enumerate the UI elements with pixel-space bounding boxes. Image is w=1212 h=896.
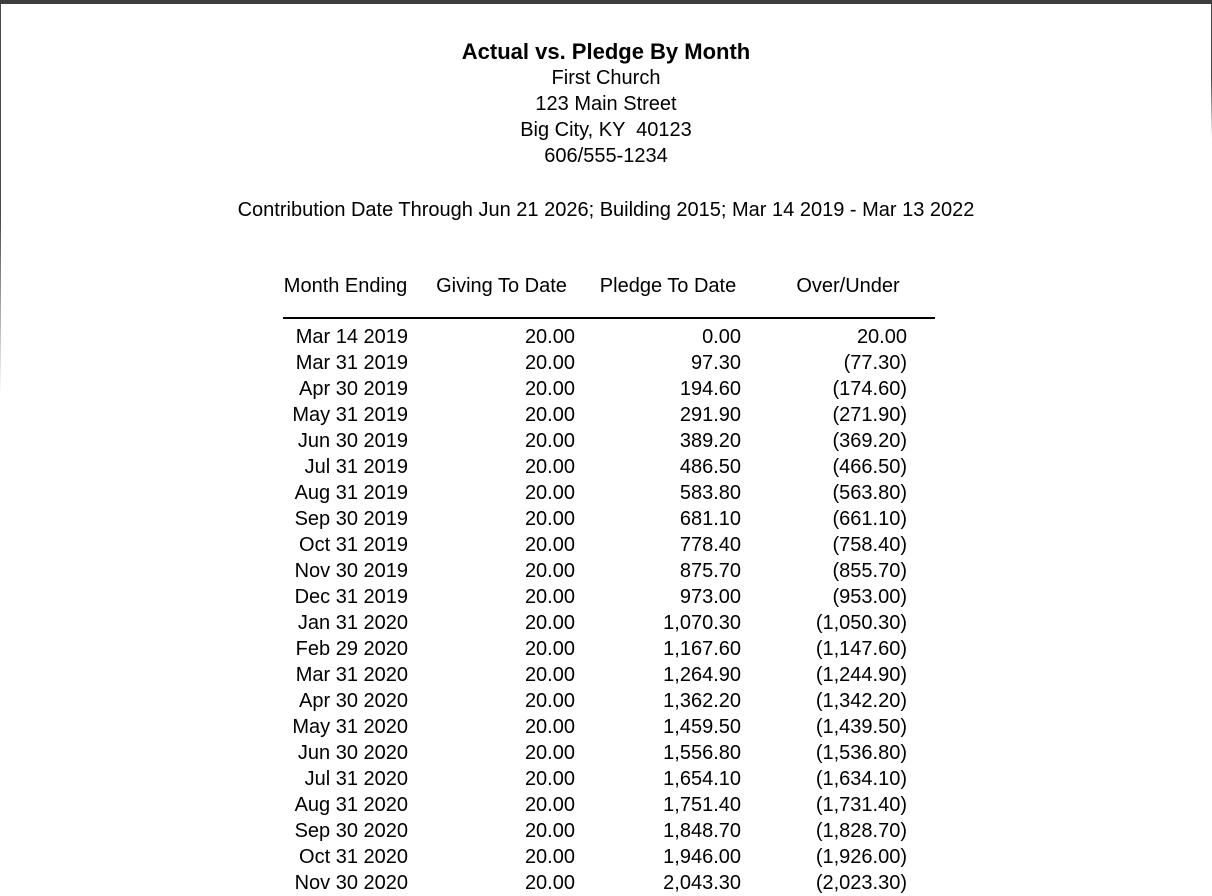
report-criteria: Contribution Date Through Jun 21 2026; Building 2015; Mar 14 2019 - Mar 13 2022 <box>237 199 975 221</box>
giving-to-date-cell: 20.00 <box>524 768 575 790</box>
month-ending-cell: Jun 30 2019 <box>297 430 408 452</box>
pledge-to-date-cell: 486.50 <box>679 456 741 478</box>
table-row <box>283 714 935 740</box>
table-header-row <box>283 273 935 318</box>
month-ending-cell: Sep 30 2019 <box>294 508 408 530</box>
table-row <box>283 376 935 402</box>
table-row <box>283 740 935 766</box>
over-under-cell: (855.70) <box>832 560 907 582</box>
giving-to-date-cell: 20.00 <box>524 534 575 556</box>
giving-to-date-cell: 20.00 <box>524 664 575 686</box>
month-ending-cell: Apr 30 2019 <box>299 378 408 400</box>
table-row <box>283 792 935 818</box>
pledge-to-date-cell: 0.00 <box>702 326 741 348</box>
table-row <box>283 818 935 844</box>
over-under-cell: (758.40) <box>832 534 907 556</box>
pledge-to-date-cell: 778.40 <box>679 534 741 556</box>
month-ending-cell: Nov 30 2020 <box>294 872 408 894</box>
month-ending-cell: Sep 30 2020 <box>294 820 408 842</box>
phone-number: 606/555-1234 <box>544 145 668 167</box>
table-row <box>283 428 935 454</box>
organization-name: First Church <box>551 67 661 89</box>
pledge-to-date-cell: 681.10 <box>679 508 741 530</box>
over-under-cell: (1,147.60) <box>815 638 907 660</box>
table-row <box>283 688 935 714</box>
month-ending-cell: Mar 31 2019 <box>295 352 408 374</box>
giving-to-date-cell: 20.00 <box>524 586 575 608</box>
over-under-cell: (1,731.40) <box>815 794 907 816</box>
month-ending-cell: Mar 14 2019 <box>295 326 408 348</box>
over-under-cell: (1,536.80) <box>815 742 907 764</box>
over-under-cell: (1,050.30) <box>815 612 907 634</box>
month-ending-cell: Apr 30 2020 <box>299 690 408 712</box>
pledge-to-date-cell: 97.30 <box>690 352 741 374</box>
pledge-to-date-cell: 1,751.40 <box>663 794 741 816</box>
giving-to-date-cell: 20.00 <box>524 846 575 868</box>
pledge-table-body <box>283 318 935 896</box>
address-city-line: Big City, KY 40123 <box>520 119 692 141</box>
table-row <box>283 610 935 636</box>
month-ending-cell: Oct 31 2020 <box>299 846 408 868</box>
month-ending-cell: Dec 31 2019 <box>294 586 408 608</box>
month-ending-cell: Aug 31 2020 <box>294 794 408 816</box>
over-under-cell: (466.50) <box>832 456 907 478</box>
pledge-table <box>283 273 935 896</box>
giving-to-date-cell: 20.00 <box>524 742 575 764</box>
table-row <box>283 350 935 376</box>
pledge-to-date-cell: 583.80 <box>679 482 741 504</box>
over-under-cell: (77.30) <box>843 352 907 374</box>
pledge-to-date-cell: 1,459.50 <box>663 716 741 738</box>
giving-to-date-cell: 20.00 <box>524 456 575 478</box>
over-under-cell: (369.20) <box>832 430 907 452</box>
over-under-cell: (1,244.90) <box>815 664 907 686</box>
column-header-giving-to-date: Giving To Date <box>408 273 575 318</box>
over-under-cell: (1,634.10) <box>815 768 907 790</box>
pledge-to-date-cell: 1,556.80 <box>663 742 741 764</box>
giving-to-date-cell: 20.00 <box>524 560 575 582</box>
table-row <box>283 584 935 610</box>
giving-to-date-cell: 20.00 <box>524 430 575 452</box>
over-under-cell: 20.00 <box>856 326 907 348</box>
giving-to-date-cell: 20.00 <box>524 482 575 504</box>
over-under-cell: (1,926.00) <box>815 846 907 868</box>
table-row <box>283 402 935 428</box>
giving-to-date-cell: 20.00 <box>524 638 575 660</box>
month-ending-cell: May 31 2020 <box>292 716 408 738</box>
over-under-cell: (1,828.70) <box>815 820 907 842</box>
month-ending-cell: Oct 31 2019 <box>299 534 408 556</box>
over-under-cell: (1,439.50) <box>815 716 907 738</box>
table-row <box>283 636 935 662</box>
giving-to-date-cell: 20.00 <box>524 716 575 738</box>
column-header-over-under: Over/Under <box>741 273 935 318</box>
pledge-to-date-cell: 1,654.10 <box>663 768 741 790</box>
month-ending-cell: Feb 29 2020 <box>295 638 408 660</box>
giving-to-date-cell: 20.00 <box>524 820 575 842</box>
pledge-to-date-cell: 1,946.00 <box>663 846 741 868</box>
pledge-to-date-cell: 291.90 <box>679 404 741 426</box>
over-under-cell: (661.10) <box>832 508 907 530</box>
over-under-cell: (953.00) <box>832 586 907 608</box>
pledge-to-date-cell: 875.70 <box>679 560 741 582</box>
month-ending-cell: Jun 30 2020 <box>297 742 408 764</box>
address-street: 123 Main Street <box>535 93 677 115</box>
month-ending-cell: Jul 31 2020 <box>304 768 408 790</box>
table-row <box>283 532 935 558</box>
giving-to-date-cell: 20.00 <box>524 794 575 816</box>
table-row <box>283 662 935 688</box>
giving-to-date-cell: 20.00 <box>524 352 575 374</box>
table-row <box>283 766 935 792</box>
report-title: Actual vs. Pledge By Month <box>461 39 751 64</box>
over-under-cell: (1,342.20) <box>815 690 907 712</box>
month-ending-cell: Jul 31 2019 <box>304 456 408 478</box>
giving-to-date-cell: 20.00 <box>524 690 575 712</box>
pledge-to-date-cell: 1,362.20 <box>663 690 741 712</box>
pledge-to-date-cell: 2,043.30 <box>663 872 741 894</box>
giving-to-date-cell: 20.00 <box>524 404 575 426</box>
month-ending-cell: Mar 31 2020 <box>295 664 408 686</box>
table-row <box>283 558 935 584</box>
pledge-to-date-cell: 973.00 <box>679 586 741 608</box>
pledge-to-date-cell: 1,264.90 <box>663 664 741 686</box>
column-header-month-ending: Month Ending <box>283 273 408 318</box>
pledge-to-date-cell: 1,167.60 <box>663 638 741 660</box>
over-under-cell: (2,023.30) <box>815 872 907 894</box>
window-top-edge <box>0 0 1212 4</box>
month-ending-cell: Aug 31 2019 <box>294 482 408 504</box>
report-header-block <box>0 39 1212 169</box>
pledge-to-date-cell: 1,070.30 <box>663 612 741 634</box>
pledge-to-date-cell: 389.20 <box>679 430 741 452</box>
table-row <box>283 506 935 532</box>
over-under-cell: (271.90) <box>832 404 907 426</box>
column-header-pledge-to-date: Pledge To Date <box>575 273 741 318</box>
giving-to-date-cell: 20.00 <box>524 326 575 348</box>
giving-to-date-cell: 20.00 <box>524 872 575 894</box>
over-under-cell: (563.80) <box>832 482 907 504</box>
giving-to-date-cell: 20.00 <box>524 612 575 634</box>
table-row <box>283 318 935 350</box>
over-under-cell: (174.60) <box>832 378 907 400</box>
table-row <box>283 844 935 870</box>
table-row <box>283 870 935 896</box>
giving-to-date-cell: 20.00 <box>524 508 575 530</box>
giving-to-date-cell: 20.00 <box>524 378 575 400</box>
month-ending-cell: Nov 30 2019 <box>294 560 408 582</box>
table-row <box>283 480 935 506</box>
pledge-to-date-cell: 194.60 <box>679 378 741 400</box>
pledge-to-date-cell: 1,848.70 <box>663 820 741 842</box>
month-ending-cell: Jan 31 2020 <box>297 612 408 634</box>
table-row <box>283 454 935 480</box>
month-ending-cell: May 31 2019 <box>292 404 408 426</box>
